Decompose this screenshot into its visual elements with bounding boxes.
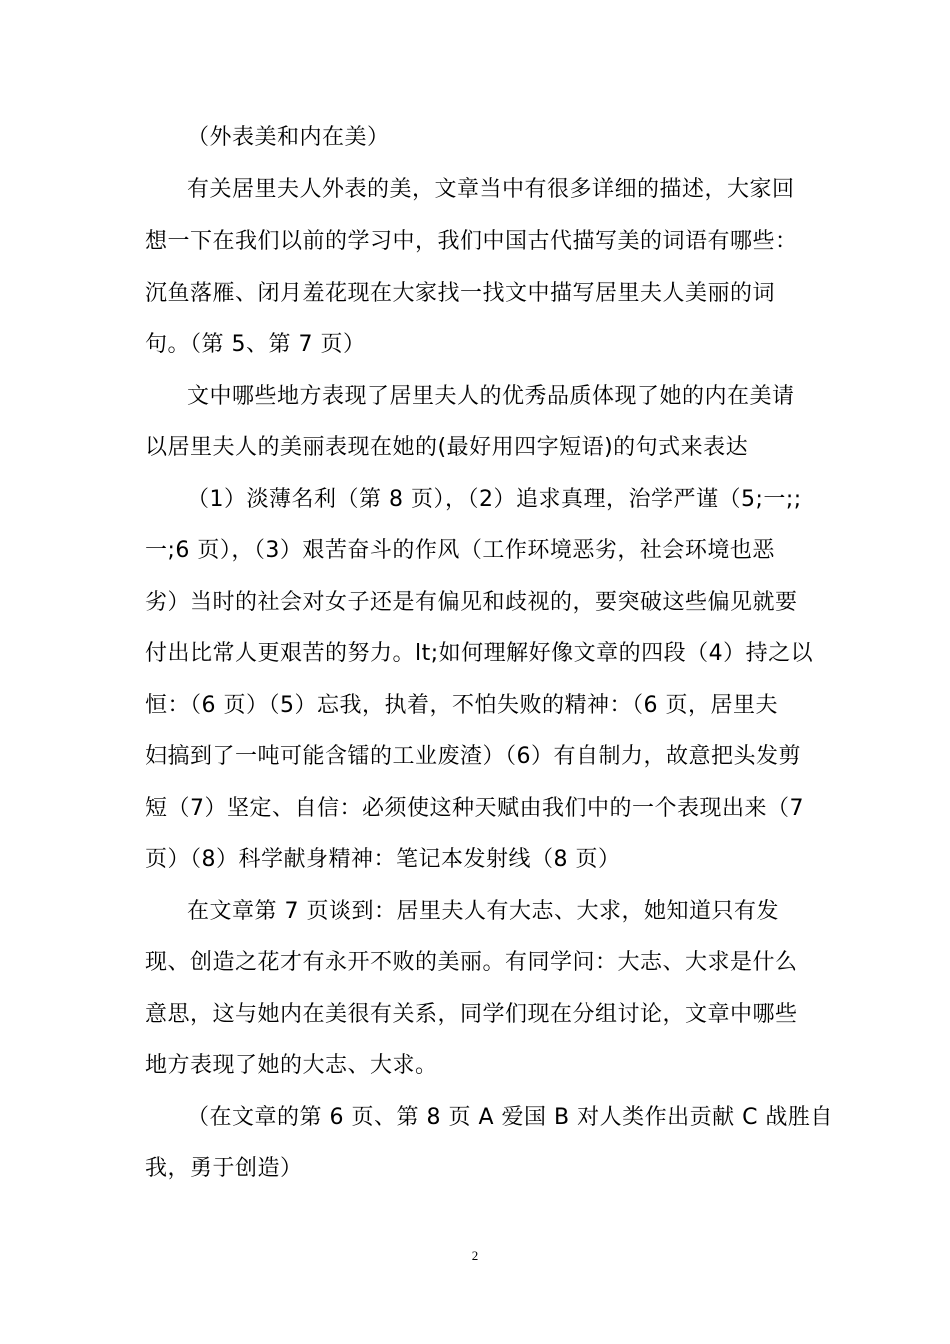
text-line: 以居里夫人的美丽表现在她的(最好用四字短语)的句式来表达 bbox=[145, 435, 749, 460]
text-line: 一;6 页），（3）艰苦奋斗的作风（工作环境恶劣，社会环境也恶 bbox=[145, 538, 775, 563]
text-line: 现、创造之花才有永开不败的美丽。有同学问：大志、大求是什么 bbox=[145, 950, 798, 975]
text-line: （在文章的第 6 页、第 8 页 A 爱国 B 对人类作出贡献 C 战胜自 bbox=[187, 1105, 833, 1130]
text-line: 意思，这与她内在美很有关系，同学们现在分组讨论，文章中哪些 bbox=[145, 1002, 798, 1027]
text-line-heading: （外表美和内在美） bbox=[187, 125, 390, 150]
text-line: 页）（8）科学献身精神：笔记本发射线（8 页） bbox=[145, 847, 621, 872]
text-line: 句。（第 5、第 7 页） bbox=[145, 332, 366, 357]
text-line: 文中哪些地方表现了居里夫人的优秀品质体现了她的内在美请 bbox=[187, 384, 795, 409]
text-line: 在文章第 7 页谈到：居里夫人有大志、大求，她知道只有发 bbox=[187, 899, 779, 924]
text-line: 付出比常人更艰苦的努力。lt;如何理解好像文章的四段（4）持之以 bbox=[145, 641, 814, 666]
text-line: 恒：（6 页）（5）忘我，执着，不怕失败的精神：（6 页，居里夫 bbox=[145, 693, 778, 718]
text-line: 地方表现了她的大志、大求。 bbox=[145, 1053, 438, 1078]
text-line: （1）淡薄名利（第 8 页），（2）追求真理，治学严谨（5;一;; bbox=[187, 487, 802, 512]
text-line: 想一下在我们以前的学习中，我们中国古代描写美的词语有哪些： bbox=[145, 229, 798, 254]
text-line: 短（7）坚定、自信：必须使这种天赋由我们中的一个表现出来（7 bbox=[145, 796, 804, 821]
text-line: 妇搞到了一吨可能含镭的工业废渣）（6）有自制力，故意把头发剪 bbox=[145, 744, 801, 769]
text-line: 有关居里夫人外表的美，文章当中有很多详细的描述，大家回 bbox=[187, 177, 795, 202]
text-line: 劣）当时的社会对女子还是有偏见和歧视的，要突破这些偏见就要 bbox=[145, 590, 798, 615]
text-line: 我，勇于创造） bbox=[145, 1156, 303, 1181]
page-number: 2 bbox=[471, 1248, 479, 1263]
text-line: 沉鱼落雁、闭月羞花现在大家找一找文中描写居里夫人美丽的词 bbox=[145, 281, 776, 306]
